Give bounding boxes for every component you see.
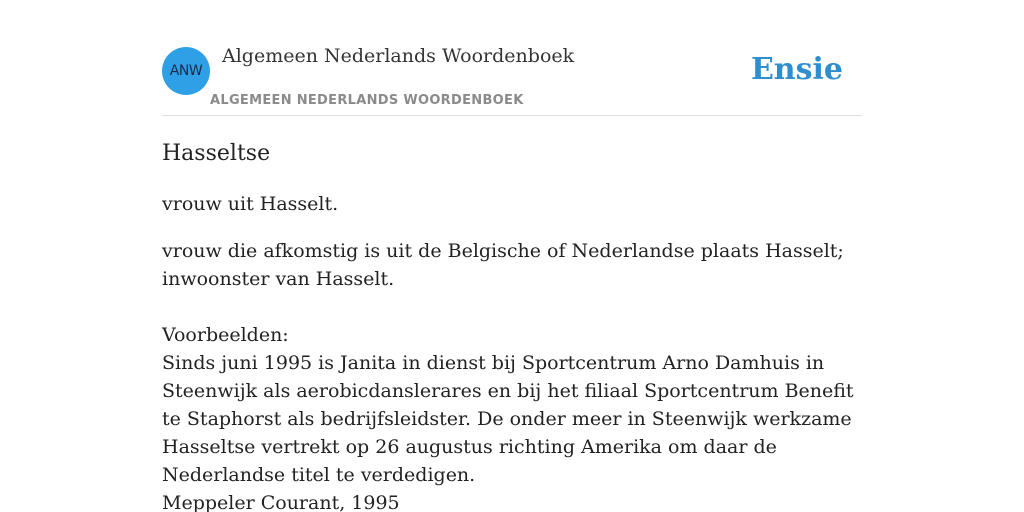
long-definition: vrouw die afkomstig is uit de Belgische of Nederlandse plaats Hasselt; inwoonster van Hasselt. <box>162 240 844 290</box>
site-title[interactable]: Algemeen Nederlands Woordenboek <box>222 45 575 67</box>
ensie-brand-logo[interactable]: Ensie <box>750 52 843 87</box>
header-divider <box>162 115 862 116</box>
short-definition: vrouw uit Hasselt. <box>162 193 339 215</box>
entry-content <box>162 140 867 512</box>
example-source: Meppeler Courant, 1995 <box>162 492 400 512</box>
examples-label: Voorbeelden: <box>162 324 289 346</box>
anw-logo[interactable] <box>162 47 210 95</box>
example-text: Sinds juni 1995 is Janita in dienst bij Sportcentrum Arno Damhuis in Steenwijk als aerobicdanslerares en bij het filiaal Sportcentrum Benefit te Staphorst als bedrijfsleidster. De onder meer in Steenwijk werkzame Hasseltse vertrekt op 26 augustus richting Amerika om daar de Nederlandse titel te verdedigen. <box>162 352 854 486</box>
site-subtitle: ALGEMEEN NEDERLANDS WOORDENBOEK <box>210 93 524 108</box>
entry-headword: Hasseltse <box>162 141 271 166</box>
logo-text: ANW <box>169 63 203 79</box>
